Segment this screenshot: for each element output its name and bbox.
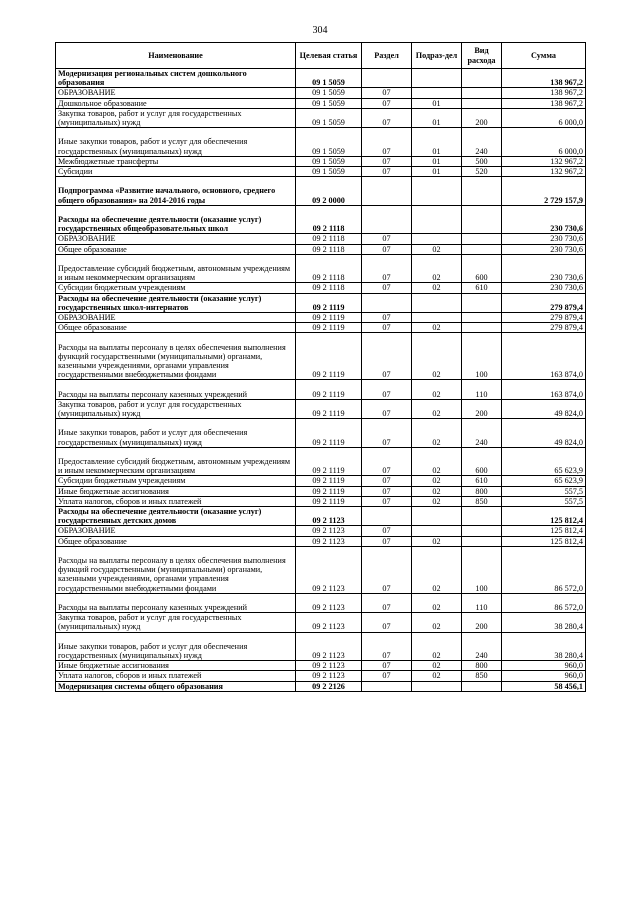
row-section: 07 [362, 323, 412, 333]
row-amount: 2 729 157,9 [502, 177, 586, 206]
row-expense-type [462, 98, 502, 108]
row-subsection [412, 313, 462, 323]
row-expense-type: 800 [462, 661, 502, 671]
row-target-article: 09 1 5059 [296, 88, 362, 98]
row-section: 07 [362, 313, 412, 323]
row-name: Модернизация системы общего образования [56, 681, 296, 691]
row-amount: 230 730,6 [502, 205, 586, 234]
row-expense-type [462, 313, 502, 323]
table-row [56, 419, 586, 448]
row-name: Предоставление субсидий бюджетным, автономным учреждениям и иным некоммерческим организациям [56, 254, 296, 283]
row-subsection: 02 [412, 419, 462, 448]
row-subsection: 02 [412, 380, 462, 399]
row-target-article: 09 1 5059 [296, 98, 362, 108]
row-section: 07 [362, 283, 412, 293]
table-row [56, 632, 586, 661]
row-amount: 38 280,4 [502, 632, 586, 661]
row-amount: 38 280,4 [502, 613, 586, 632]
row-subsection [412, 293, 462, 312]
row-name: Расходы на обеспечение деятельности (оказание услуг) государственных школ-интернатов [56, 293, 296, 312]
row-expense-type: 100 [462, 546, 502, 593]
row-name: Субсидии [56, 167, 296, 177]
row-expense-type: 200 [462, 399, 502, 418]
row-expense-type: 600 [462, 447, 502, 476]
row-name: Общее образование [56, 244, 296, 254]
row-target-article: 09 2 1123 [296, 613, 362, 632]
row-name: Закупка товаров, работ и услуг для государственных (муниципальных) нужд [56, 108, 296, 127]
row-amount: 125 812,4 [502, 536, 586, 546]
row-name: Субсидии бюджетным учреждениям [56, 476, 296, 486]
row-name: Уплата налогов, сборов и иных платежей [56, 671, 296, 681]
table-row [56, 486, 586, 496]
row-subsection [412, 177, 462, 206]
row-target-article: 09 2 1118 [296, 283, 362, 293]
table-row [56, 88, 586, 98]
row-amount: 65 623,9 [502, 447, 586, 476]
row-subsection [412, 526, 462, 536]
row-section [362, 507, 412, 526]
row-name: Закупка товаров, работ и услуг для государственных (муниципальных) нужд [56, 399, 296, 418]
table-body [56, 69, 586, 692]
table-row [56, 98, 586, 108]
row-expense-type: 110 [462, 593, 502, 612]
row-subsection: 02 [412, 283, 462, 293]
row-expense-type: 600 [462, 254, 502, 283]
row-target-article: 09 2 1123 [296, 671, 362, 681]
row-name: Иные бюджетные ассигнования [56, 486, 296, 496]
row-expense-type [462, 323, 502, 333]
row-section: 07 [362, 399, 412, 418]
row-name: Межбюджетные трансферты [56, 156, 296, 166]
row-amount: 557,5 [502, 496, 586, 506]
row-name: ОБРАЗОВАНИЕ [56, 88, 296, 98]
row-section: 07 [362, 476, 412, 486]
table-row [56, 507, 586, 526]
row-name: Иные закупки товаров, работ и услуг для обеспечения государственных (муниципальных) нужд [56, 632, 296, 661]
row-subsection: 02 [412, 333, 462, 380]
header-expense-type: Вид расхода [462, 43, 502, 69]
row-target-article: 09 1 5059 [296, 69, 362, 88]
row-expense-type [462, 244, 502, 254]
row-amount: 132 967,2 [502, 156, 586, 166]
table-row [56, 333, 586, 380]
row-section: 07 [362, 486, 412, 496]
row-amount: 557,5 [502, 486, 586, 496]
row-subsection: 01 [412, 156, 462, 166]
row-name: Предоставление субсидий бюджетным, автономным учреждениям и иным некоммерческим организациям [56, 447, 296, 476]
row-amount: 6 000,0 [502, 108, 586, 127]
row-target-article: 09 2 1119 [296, 323, 362, 333]
row-subsection [412, 507, 462, 526]
row-amount: 230 730,6 [502, 244, 586, 254]
row-subsection [412, 234, 462, 244]
table-row [56, 69, 586, 88]
row-amount: 132 967,2 [502, 167, 586, 177]
row-amount: 230 730,6 [502, 283, 586, 293]
row-section: 07 [362, 419, 412, 448]
row-subsection: 02 [412, 536, 462, 546]
row-amount: 279 879,4 [502, 323, 586, 333]
row-subsection [412, 205, 462, 234]
row-amount: 138 967,2 [502, 69, 586, 88]
row-name: Иные закупки товаров, работ и услуг для обеспечения государственных (муниципальных) нужд [56, 128, 296, 157]
row-name: Расходы на выплаты персоналу казенных учреждений [56, 593, 296, 612]
row-subsection: 02 [412, 496, 462, 506]
row-name: ОБРАЗОВАНИЕ [56, 526, 296, 536]
row-target-article: 09 2 1123 [296, 536, 362, 546]
row-section [362, 205, 412, 234]
row-name: Расходы на обеспечение деятельности (оказание услуг) государственных детских домов [56, 507, 296, 526]
row-target-article: 09 2 1119 [296, 333, 362, 380]
row-name: Подпрограмма «Развитие начального, основного, среднего общего образования» на 2014-2016 годы [56, 177, 296, 206]
header-amount: Сумма [502, 43, 586, 69]
row-amount: 86 572,0 [502, 546, 586, 593]
row-target-article: 09 2 1119 [296, 419, 362, 448]
row-section: 07 [362, 167, 412, 177]
row-amount: 65 623,9 [502, 476, 586, 486]
row-target-article: 09 2 1118 [296, 234, 362, 244]
row-target-article: 09 2 1118 [296, 254, 362, 283]
row-target-article: 09 2 1118 [296, 244, 362, 254]
row-expense-type: 850 [462, 671, 502, 681]
row-expense-type [462, 681, 502, 691]
row-name: Расходы на обеспечение деятельности (оказание услуг) государственных общеобразовательных школ [56, 205, 296, 234]
row-target-article: 09 1 5059 [296, 156, 362, 166]
table-row [56, 476, 586, 486]
row-expense-type: 240 [462, 419, 502, 448]
row-amount: 125 812,4 [502, 507, 586, 526]
row-subsection: 01 [412, 167, 462, 177]
row-expense-type [462, 507, 502, 526]
row-section: 07 [362, 593, 412, 612]
table-row [56, 399, 586, 418]
table-row [56, 671, 586, 681]
header-section: Раздел [362, 43, 412, 69]
row-name: Субсидии бюджетным учреждениям [56, 283, 296, 293]
row-subsection: 02 [412, 546, 462, 593]
header-subsection: Подраз-дел [412, 43, 462, 69]
table-row [56, 593, 586, 612]
row-expense-type: 200 [462, 613, 502, 632]
row-expense-type [462, 234, 502, 244]
row-expense-type [462, 536, 502, 546]
row-amount: 163 874,0 [502, 380, 586, 399]
table-row [56, 496, 586, 506]
table-row [56, 313, 586, 323]
row-amount: 6 000,0 [502, 128, 586, 157]
budget-table [55, 42, 586, 692]
table-row [56, 526, 586, 536]
row-amount: 230 730,6 [502, 254, 586, 283]
row-subsection: 01 [412, 98, 462, 108]
row-name: ОБРАЗОВАНИЕ [56, 234, 296, 244]
row-subsection: 02 [412, 399, 462, 418]
row-expense-type [462, 88, 502, 98]
row-target-article: 09 2 1123 [296, 507, 362, 526]
row-name: Расходы на выплаты персоналу в целях обеспечения выполнения функций государственными (муниципальными) органами, казенными учреждениями, органами управления государственными внебюджетными фондами [56, 333, 296, 380]
row-amount: 138 967,2 [502, 88, 586, 98]
row-target-article: 09 2 1123 [296, 661, 362, 671]
row-name: Иные бюджетные ассигнования [56, 661, 296, 671]
table-row [56, 128, 586, 157]
row-target-article: 09 2 1119 [296, 313, 362, 323]
row-target-article: 09 1 5059 [296, 128, 362, 157]
row-section: 07 [362, 98, 412, 108]
row-section: 07 [362, 254, 412, 283]
row-section: 07 [362, 546, 412, 593]
row-section [362, 293, 412, 312]
row-expense-type: 800 [462, 486, 502, 496]
row-section: 07 [362, 613, 412, 632]
row-expense-type: 240 [462, 128, 502, 157]
row-section: 07 [362, 333, 412, 380]
row-target-article: 09 2 1119 [296, 293, 362, 312]
row-subsection: 02 [412, 671, 462, 681]
table-row [56, 244, 586, 254]
row-section: 07 [362, 108, 412, 127]
table-row [56, 205, 586, 234]
row-target-article: 09 2 1119 [296, 380, 362, 399]
row-subsection: 02 [412, 244, 462, 254]
table-row [56, 661, 586, 671]
row-section: 07 [362, 536, 412, 546]
row-subsection [412, 69, 462, 88]
row-amount: 86 572,0 [502, 593, 586, 612]
row-subsection: 02 [412, 323, 462, 333]
row-name: Иные закупки товаров, работ и услуг для обеспечения государственных (муниципальных) нужд [56, 419, 296, 448]
table-row [56, 323, 586, 333]
row-expense-type: 850 [462, 496, 502, 506]
row-amount: 960,0 [502, 671, 586, 681]
row-subsection: 02 [412, 254, 462, 283]
row-section: 07 [362, 632, 412, 661]
table-row [56, 177, 586, 206]
table-row [56, 536, 586, 546]
table-row [56, 447, 586, 476]
table-row [56, 380, 586, 399]
table-row [56, 546, 586, 593]
row-target-article: 09 2 1123 [296, 593, 362, 612]
row-target-article: 09 2 1119 [296, 476, 362, 486]
header-name: Наименование [56, 43, 296, 69]
row-subsection [412, 681, 462, 691]
row-subsection: 02 [412, 447, 462, 476]
row-expense-type: 200 [462, 108, 502, 127]
row-target-article: 09 2 1123 [296, 546, 362, 593]
table-header [56, 43, 586, 69]
row-target-article: 09 2 1119 [296, 486, 362, 496]
row-target-article: 09 1 5059 [296, 167, 362, 177]
row-name: Дошкольное образование [56, 98, 296, 108]
row-section [362, 69, 412, 88]
table-row [56, 254, 586, 283]
table-row [56, 293, 586, 312]
table-row [56, 681, 586, 691]
row-amount: 49 824,0 [502, 419, 586, 448]
row-target-article: 09 2 1119 [296, 496, 362, 506]
row-subsection: 02 [412, 661, 462, 671]
row-expense-type [462, 293, 502, 312]
row-section: 07 [362, 496, 412, 506]
row-subsection: 02 [412, 632, 462, 661]
row-amount: 230 730,6 [502, 234, 586, 244]
row-expense-type [462, 205, 502, 234]
row-expense-type: 100 [462, 333, 502, 380]
row-name: Расходы на выплаты персоналу в целях обеспечения выполнения функций государственными (муниципальными) органами, казенными учреждениями, органами управления государственными внебюджетными фондами [56, 546, 296, 593]
row-target-article: 09 2 1119 [296, 447, 362, 476]
row-section: 07 [362, 526, 412, 536]
row-amount: 163 874,0 [502, 333, 586, 380]
page-number: 304 [312, 25, 328, 36]
row-expense-type: 240 [462, 632, 502, 661]
row-expense-type: 610 [462, 283, 502, 293]
row-section [362, 681, 412, 691]
row-amount: 960,0 [502, 661, 586, 671]
row-expense-type [462, 526, 502, 536]
table-row [56, 167, 586, 177]
row-section: 07 [362, 447, 412, 476]
row-name: Закупка товаров, работ и услуг для государственных (муниципальных) нужд [56, 613, 296, 632]
header-target-article: Целевая статья [296, 43, 362, 69]
row-name: ОБРАЗОВАНИЕ [56, 313, 296, 323]
row-amount: 138 967,2 [502, 98, 586, 108]
row-target-article: 09 2 1123 [296, 632, 362, 661]
row-section: 07 [362, 671, 412, 681]
row-amount: 58 456,1 [502, 681, 586, 691]
row-name: Уплата налогов, сборов и иных платежей [56, 496, 296, 506]
row-name: Общее образование [56, 323, 296, 333]
row-section: 07 [362, 234, 412, 244]
row-subsection: 02 [412, 476, 462, 486]
row-target-article: 09 2 1118 [296, 205, 362, 234]
row-target-article: 09 2 2126 [296, 681, 362, 691]
row-target-article: 09 2 0000 [296, 177, 362, 206]
row-section: 07 [362, 661, 412, 671]
row-section: 07 [362, 156, 412, 166]
row-subsection: 01 [412, 128, 462, 157]
table-row [56, 156, 586, 166]
row-expense-type: 610 [462, 476, 502, 486]
row-section: 07 [362, 88, 412, 98]
row-amount: 49 824,0 [502, 399, 586, 418]
row-target-article: 09 1 5059 [296, 108, 362, 127]
row-subsection: 02 [412, 486, 462, 496]
table-row [56, 283, 586, 293]
row-section: 07 [362, 128, 412, 157]
table-row [56, 613, 586, 632]
row-name: Расходы на выплаты персоналу казенных учреждений [56, 380, 296, 399]
row-expense-type: 500 [462, 156, 502, 166]
row-subsection: 02 [412, 613, 462, 632]
row-section: 07 [362, 244, 412, 254]
table-row [56, 234, 586, 244]
row-amount: 279 879,4 [502, 313, 586, 323]
row-name: Модернизация региональных систем дошкольного образования [56, 69, 296, 88]
row-name: Общее образование [56, 536, 296, 546]
row-section [362, 177, 412, 206]
row-subsection [412, 88, 462, 98]
row-target-article: 09 2 1119 [296, 399, 362, 418]
row-amount: 125 812,4 [502, 526, 586, 536]
row-amount: 279 879,4 [502, 293, 586, 312]
row-subsection: 01 [412, 108, 462, 127]
row-target-article: 09 2 1123 [296, 526, 362, 536]
row-expense-type [462, 177, 502, 206]
row-expense-type: 110 [462, 380, 502, 399]
row-section: 07 [362, 380, 412, 399]
row-expense-type [462, 69, 502, 88]
row-expense-type: 520 [462, 167, 502, 177]
row-subsection: 02 [412, 593, 462, 612]
table-row [56, 108, 586, 127]
